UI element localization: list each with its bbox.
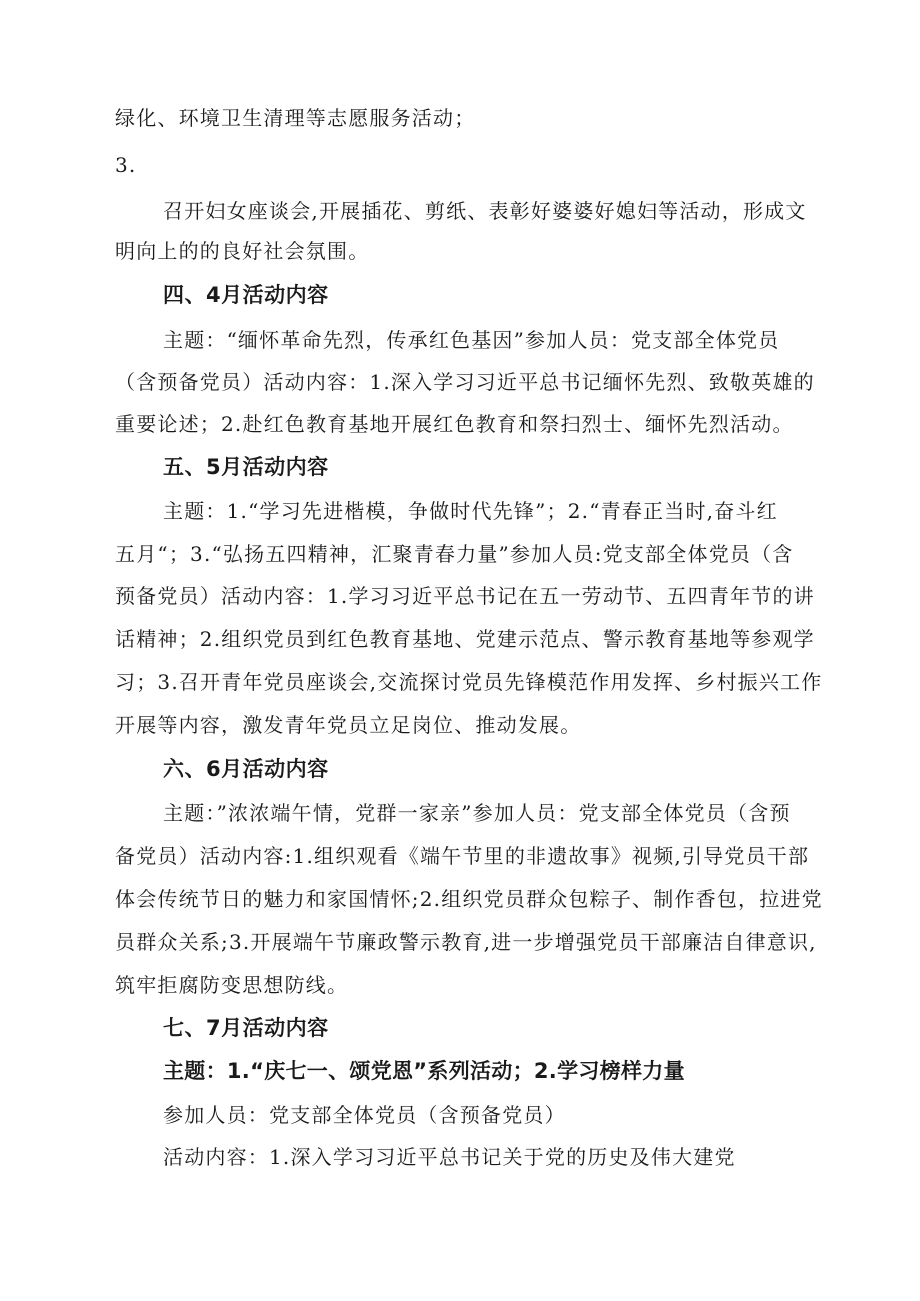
list-number: 3.	[115, 153, 137, 177]
paragraph-line: 开展等内容，激发青年党员立足岗位、推动发展。	[115, 713, 582, 737]
section-heading-april: 四、4月活动内容	[163, 283, 329, 307]
paragraph-line: 备党员）活动内容:1.组织观看《端午节里的非遗故事》视频,引导党员干部	[115, 844, 810, 868]
section-heading-july: 七、7月活动内容	[163, 1016, 329, 1040]
paragraph-line: 参加人员：党支部全体党员（含预备党员）	[163, 1103, 566, 1127]
paragraph-line: 主题：“缅怀革命先烈，传承红色基因”参加人员：党支部全体党员	[163, 328, 780, 352]
section-heading-may: 五、5月活动内容	[163, 455, 329, 479]
july-theme-line: 主题：1.“庆七一、颂党恩”系列活动；2.学习榜样力量	[163, 1059, 685, 1083]
section-heading-june: 六、6月活动内容	[163, 757, 329, 781]
paragraph-line: 五月“；3.“弘扬五四精神，汇聚青春力量”参加人员:党支部全体党员（含	[115, 542, 794, 566]
paragraph-line: 主题：”浓浓端午情，党群一家亲”参加人员：党支部全体党员（含预	[163, 801, 791, 825]
paragraph-line: 主题：1.“学习先进楷模，争做时代先锋”；2.“青春正当时,奋斗红	[163, 499, 778, 523]
paragraph-line: （含预备党员）活动内容：1.深入学习习近平总书记缅怀先烈、致敬英雄的	[115, 370, 815, 394]
paragraph-line: 体会传统节日的魅力和家国情怀;2.组织党员群众包粽子、制作香包，拉进党	[115, 887, 823, 911]
paragraph-line: 话精神；2.组织党员到红色教育基地、党建示范点、警示教育基地等参观学	[115, 627, 815, 651]
paragraph-line: 活动内容：1.深入学习习近平总书记关于党的历史及伟大建党	[163, 1145, 736, 1169]
paragraph-line: 召开妇女座谈会,开展插花、剪纸、表彰好婆婆好媳妇等活动，形成文	[163, 199, 807, 223]
paragraph-line: 筑牢拒腐防变思想防线。	[115, 973, 349, 997]
paragraph-line: 明向上的的良好社会氛围。	[115, 239, 370, 263]
paragraph-line: 习；3.召开青年党员座谈会,交流探讨党员先锋模范作用发挥、乡村振兴工作	[115, 670, 823, 694]
paragraph-line: 绿化、环境卫生清理等志愿服务活动；	[115, 106, 476, 130]
paragraph-line: 预备党员）活动内容：1.学习习近平总书记在五一劳动节、五四青年节的讲	[115, 584, 815, 608]
paragraph-line: 重要论述；2.赴红色教育基地开展红色教育和祭扫烈士、缅怀先烈活动。	[115, 412, 794, 436]
paragraph-line: 员群众关系;3.开展端午节廉政警示教育,进一步增强党员干部廉洁自律意识,	[115, 930, 817, 954]
